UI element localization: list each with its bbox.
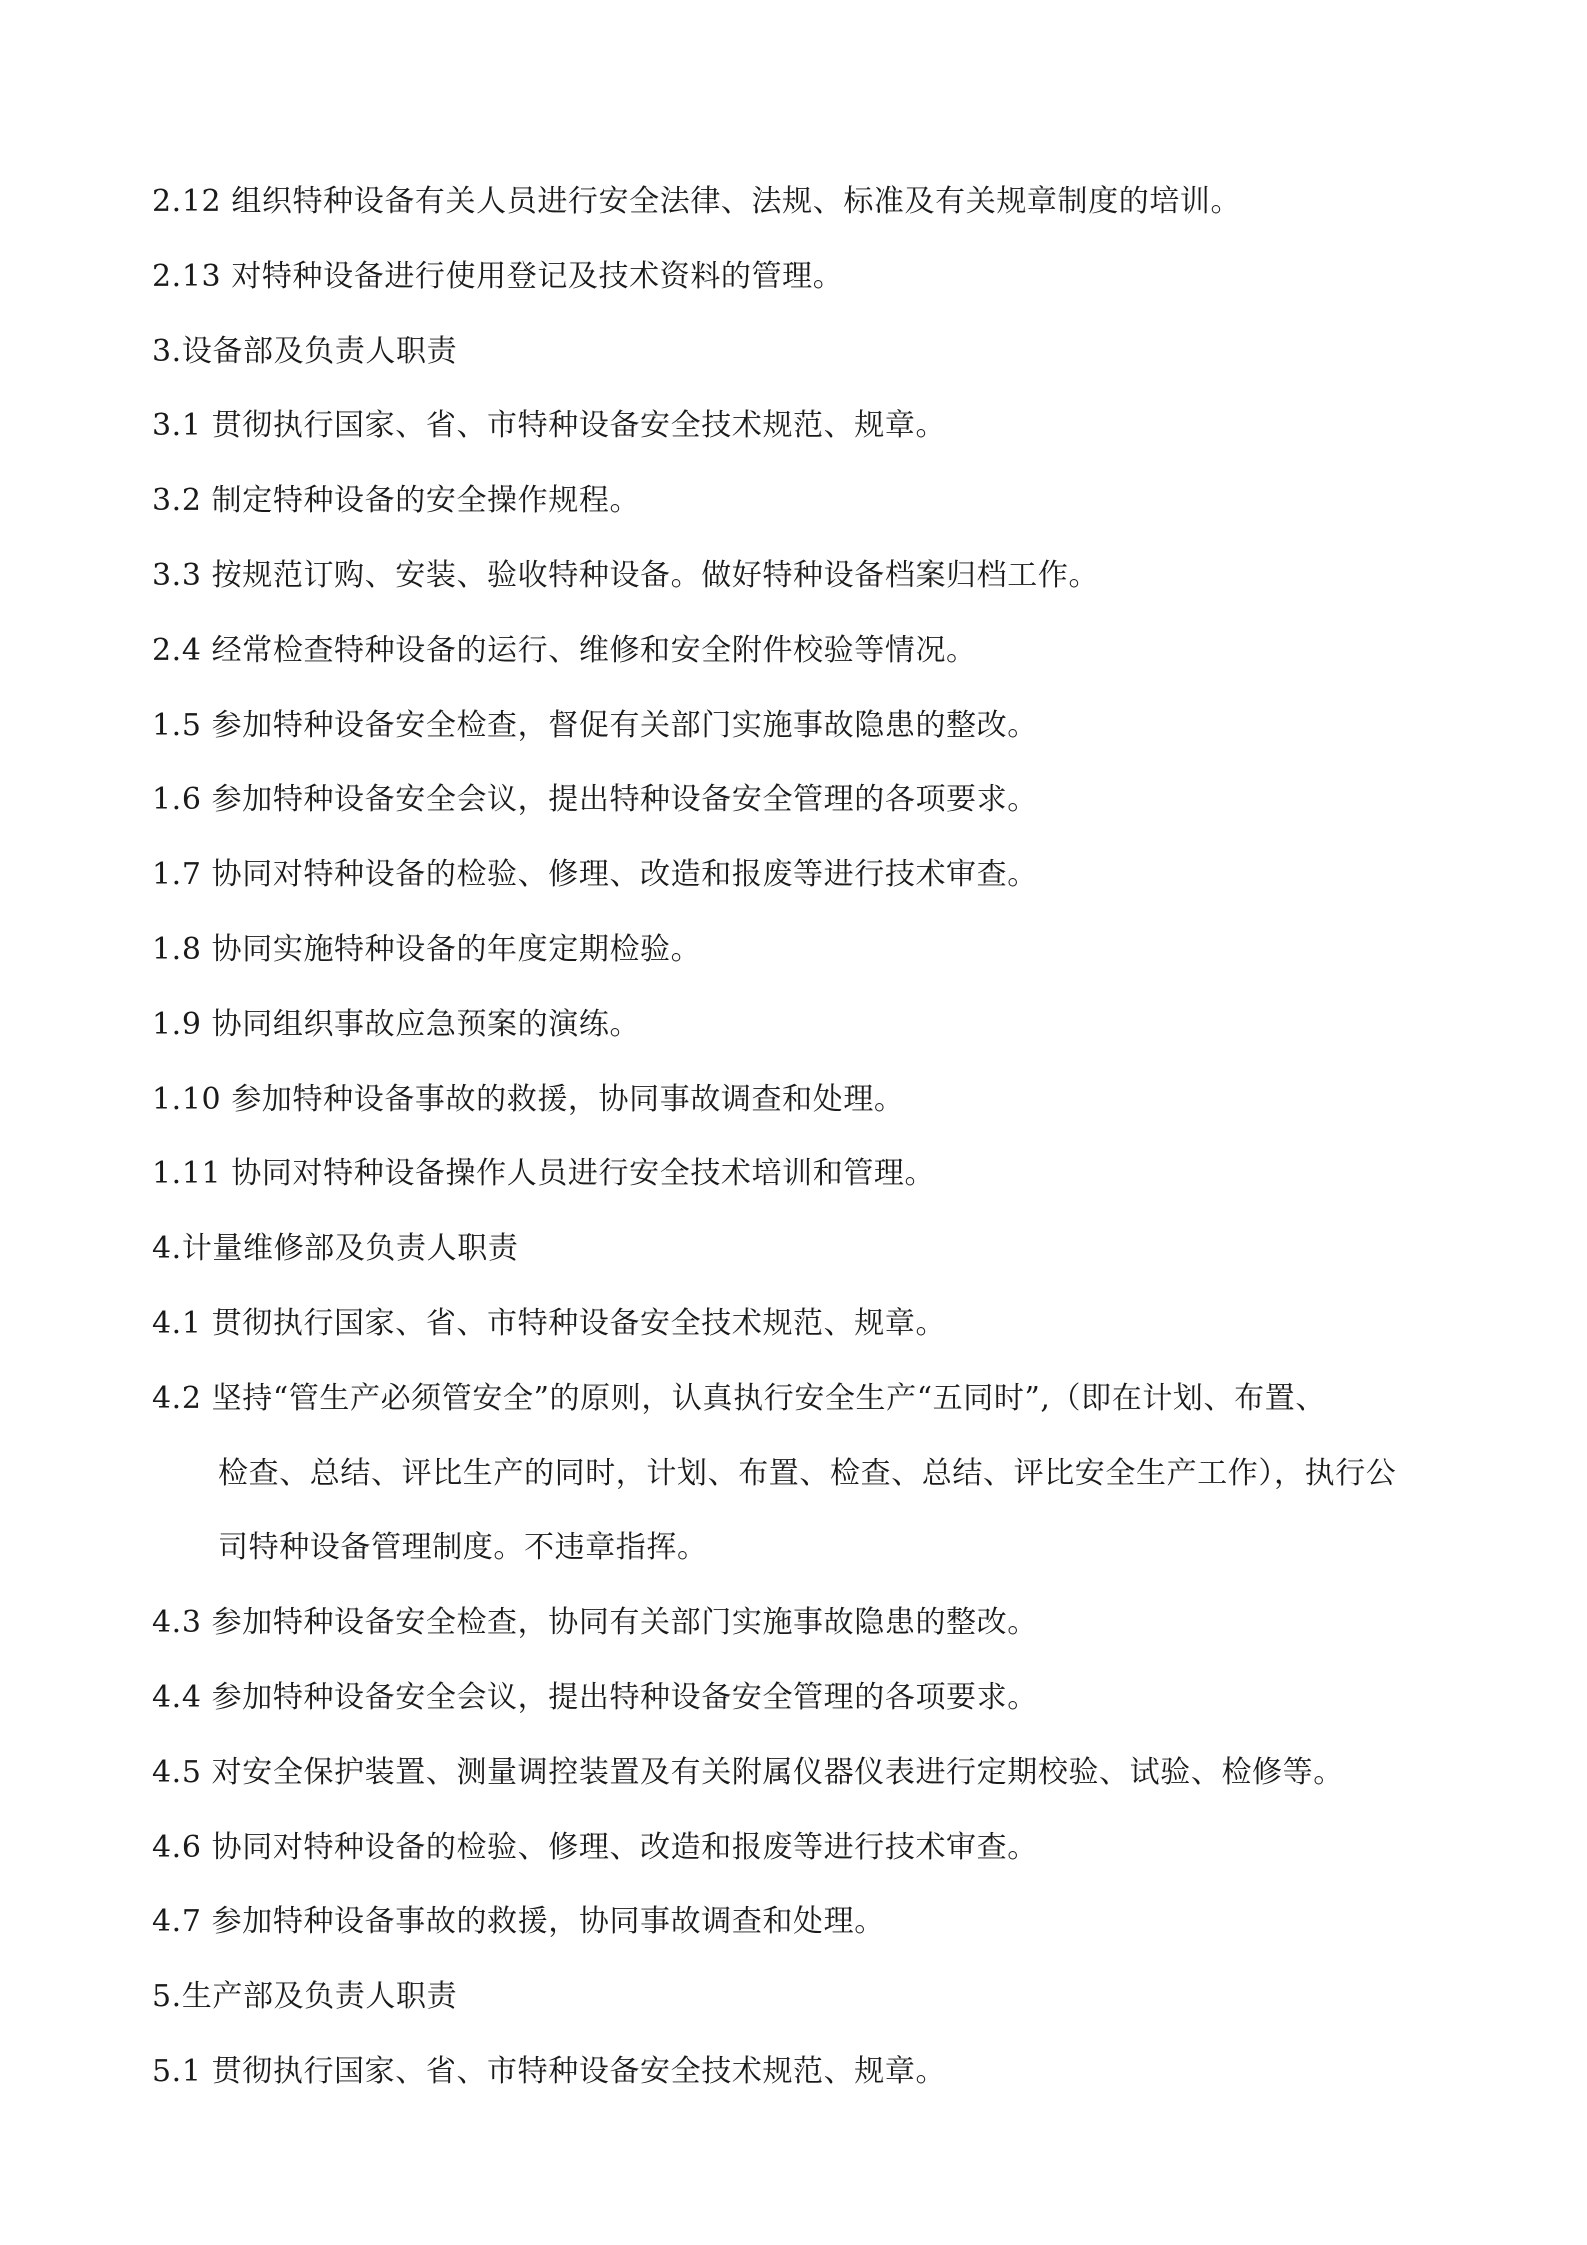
clause-1-11: 1.11 协同对特种设备操作人员进行安全技术培训和管理。	[152, 1156, 936, 1192]
clause-4-4: 4.4 参加特种设备安全会议，提出特种设备安全管理的各项要求。	[152, 1679, 1038, 1715]
clause-4-2-continued-2: 司特种设备管理制度。不违章指挥。	[218, 1530, 708, 1566]
clause-1-5: 1.5 参加特种设备安全检查，督促有关部门实施事故隐患的整改。	[152, 707, 1038, 743]
clause-4-5: 4.5 对安全保护装置、测量调控装置及有关附属仪器仪表进行定期校验、试验、检修等。	[152, 1754, 1344, 1790]
clause-2-13: 2.13 对特种设备进行使用登记及技术资料的管理。	[152, 258, 844, 294]
clause-1-10: 1.10 参加特种设备事故的救援，协同事故调查和处理。	[152, 1081, 905, 1117]
section-heading-5: 5.生产部及负责人职责	[152, 1979, 458, 2015]
clause-4-1: 4.1 贯彻执行国家、省、市特种设备安全技术规范、规章。	[152, 1305, 947, 1341]
clause-4-3: 4.3 参加特种设备安全检查，协同有关部门实施事故隐患的整改。	[152, 1605, 1038, 1641]
clause-5-1: 5.1 贯彻执行国家、省、市特种设备安全技术规范、规章。	[152, 2053, 947, 2089]
clause-4-6: 4.6 协同对特种设备的检验、修理、改造和报废等进行技术审查。	[152, 1829, 1038, 1865]
section-heading-4: 4.计量维修部及负责人职责	[152, 1231, 519, 1267]
clause-3-2: 3.2 制定特种设备的安全操作规程。	[152, 483, 641, 519]
clause-1-8: 1.8 协同实施特种设备的年度定期检验。	[152, 931, 702, 967]
clause-1-6: 1.6 参加特种设备安全会议，提出特种设备安全管理的各项要求。	[152, 782, 1038, 818]
section-heading-3: 3.设备部及负责人职责	[152, 333, 458, 369]
clause-3-1: 3.1 贯彻执行国家、省、市特种设备安全技术规范、规章。	[152, 408, 947, 444]
clause-1-9: 1.9 协同组织事故应急预案的演练。	[152, 1006, 641, 1042]
clause-3-3: 3.3 按规范订购、安装、验收特种设备。做好特种设备档案归档工作。	[152, 557, 1100, 593]
clause-2-12: 2.12 组织特种设备有关人员进行安全法律、法规、标准及有关规章制度的培训。	[152, 184, 1242, 219]
clause-4-7: 4.7 参加特种设备事故的救援，协同事故调查和处理。	[152, 1904, 885, 1940]
clause-4-2: 4.2 坚持“管生产必须管安全”的原则，认真执行安全生产“五同时”,（即在计划、布置、	[152, 1380, 1326, 1416]
clause-2-4: 2.4 经常检查特种设备的运行、维修和安全附件校验等情况。	[152, 632, 977, 668]
clause-1-7: 1.7 协同对特种设备的检验、修理、改造和报废等进行技术审查。	[152, 857, 1038, 893]
clause-4-2-continued: 检查、总结、评比生产的同时，计划、布置、检查、总结、评比安全生产工作），执行公	[218, 1455, 1397, 1491]
document-body	[152, 165, 1452, 2110]
